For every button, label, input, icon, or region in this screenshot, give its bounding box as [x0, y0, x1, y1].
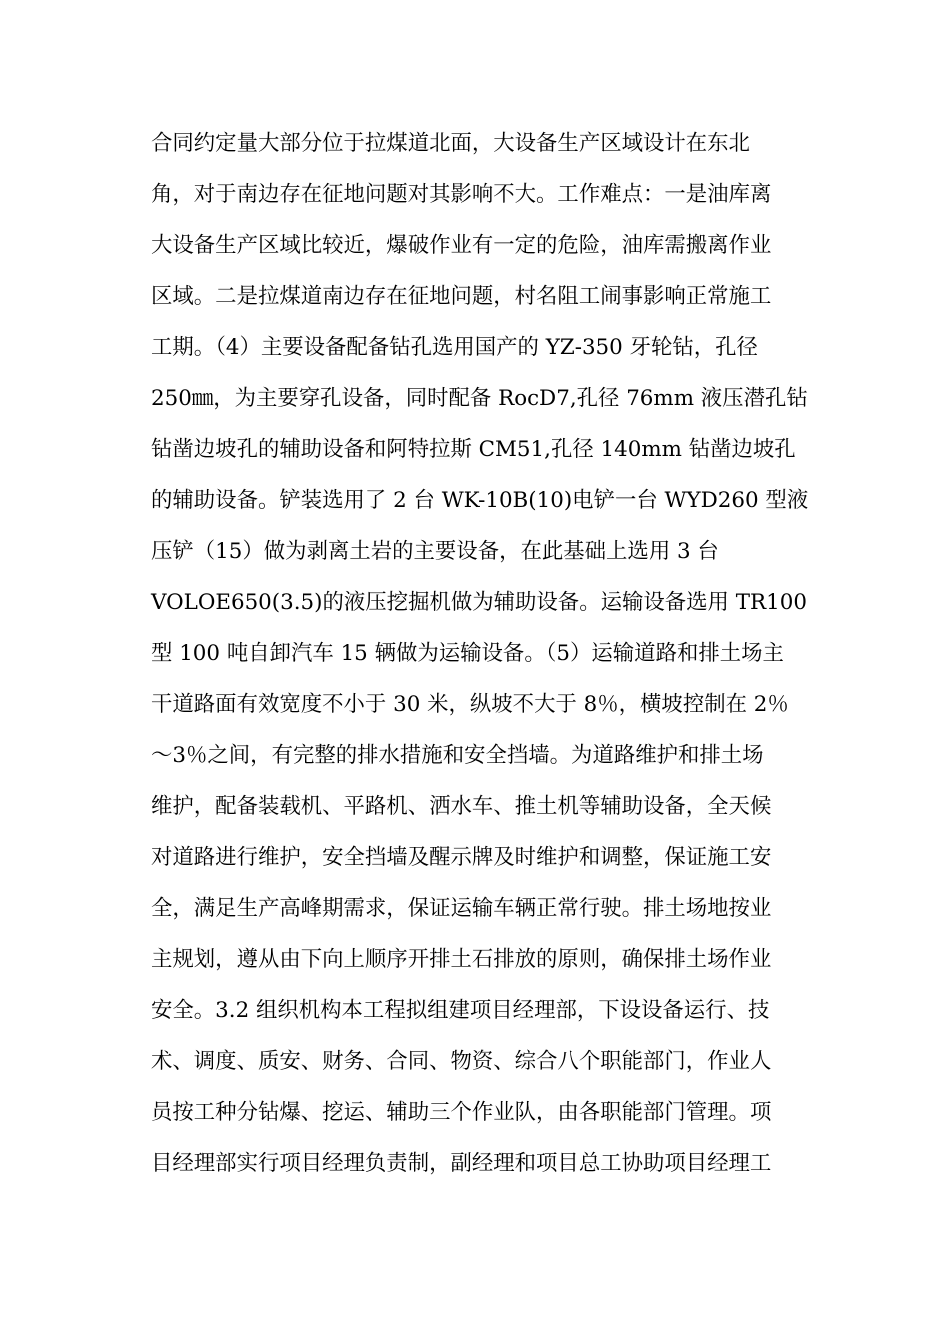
text-line: 型 100 吨自卸汽车 15 辆做为运输设备。（5）运输道路和排土场主: [151, 641, 784, 666]
text-line: 目经理部实行项目经理负责制，副经理和项目总工协助项目经理工: [151, 1151, 772, 1176]
text-line: 工期。（4）主要设备配备钻孔选用国产的 YZ-350 牙轮钻，孔径: [151, 335, 758, 360]
text-line: 区域。二是拉煤道南边存在征地问题，村名阻工闹事影响正常施工: [151, 284, 772, 309]
text-line: 钻凿边坡孔的辅助设备和阿特拉斯 CM51,孔径 140mm 钻凿边坡孔: [151, 437, 796, 462]
text-line: 的辅助设备。铲装选用了 2 台 WK-10B(10)电铲一台 WYD260 型液: [151, 488, 809, 513]
body-paragraph: [151, 118, 811, 1189]
text-line: 全，满足生产高峰期需求，保证运输车辆正常行驶。排土场地按业: [151, 896, 772, 921]
text-line: 主规划，遵从由下向上顺序开排土石排放的原则，确保排土场作业: [151, 947, 772, 972]
text-line: 干道路面有效宽度不小于 30 米，纵坡不大于 8％，横坡控制在 2％: [151, 692, 789, 717]
text-line: 合同约定量大部分位于拉煤道北面，大设备生产区域设计在东北: [151, 131, 750, 156]
text-line: ～3％之间，有完整的排水措施和安全挡墙。为道路维护和排土场: [151, 743, 764, 768]
text-line: 角，对于南边存在征地问题对其影响不大。工作难点：一是油库离: [151, 182, 772, 207]
text-line: 对道路进行维护，安全挡墙及醒示牌及时维护和调整，保证施工安: [151, 845, 772, 870]
text-line: 250㎜，为主要穿孔设备，同时配备 RocD7,孔径 76mm 液压潜孔钻: [151, 386, 808, 411]
text-line: 维护，配备装载机、平路机、洒水车、推土机等辅助设备，全天候: [151, 794, 772, 819]
text-line: VOLOE650(3.5)的液压挖掘机做为辅助设备。运输设备选用 TR100: [151, 590, 807, 615]
text-line: 压铲（15）做为剥离土岩的主要设备，在此基础上选用 3 台: [151, 539, 719, 564]
text-line: 员按工种分钻爆、挖运、辅助三个作业队，由各职能部门管理。项: [151, 1100, 772, 1125]
text-line: 大设备生产区域比较近，爆破作业有一定的危险，油库需搬离作业: [151, 233, 772, 258]
text-line: 安全。3.2 组织机构本工程拟组建项目经理部，下设设备运行、技: [151, 998, 770, 1023]
text-line: 术、调度、质安、财务、合同、物资、综合八个职能部门，作业人: [151, 1049, 772, 1074]
